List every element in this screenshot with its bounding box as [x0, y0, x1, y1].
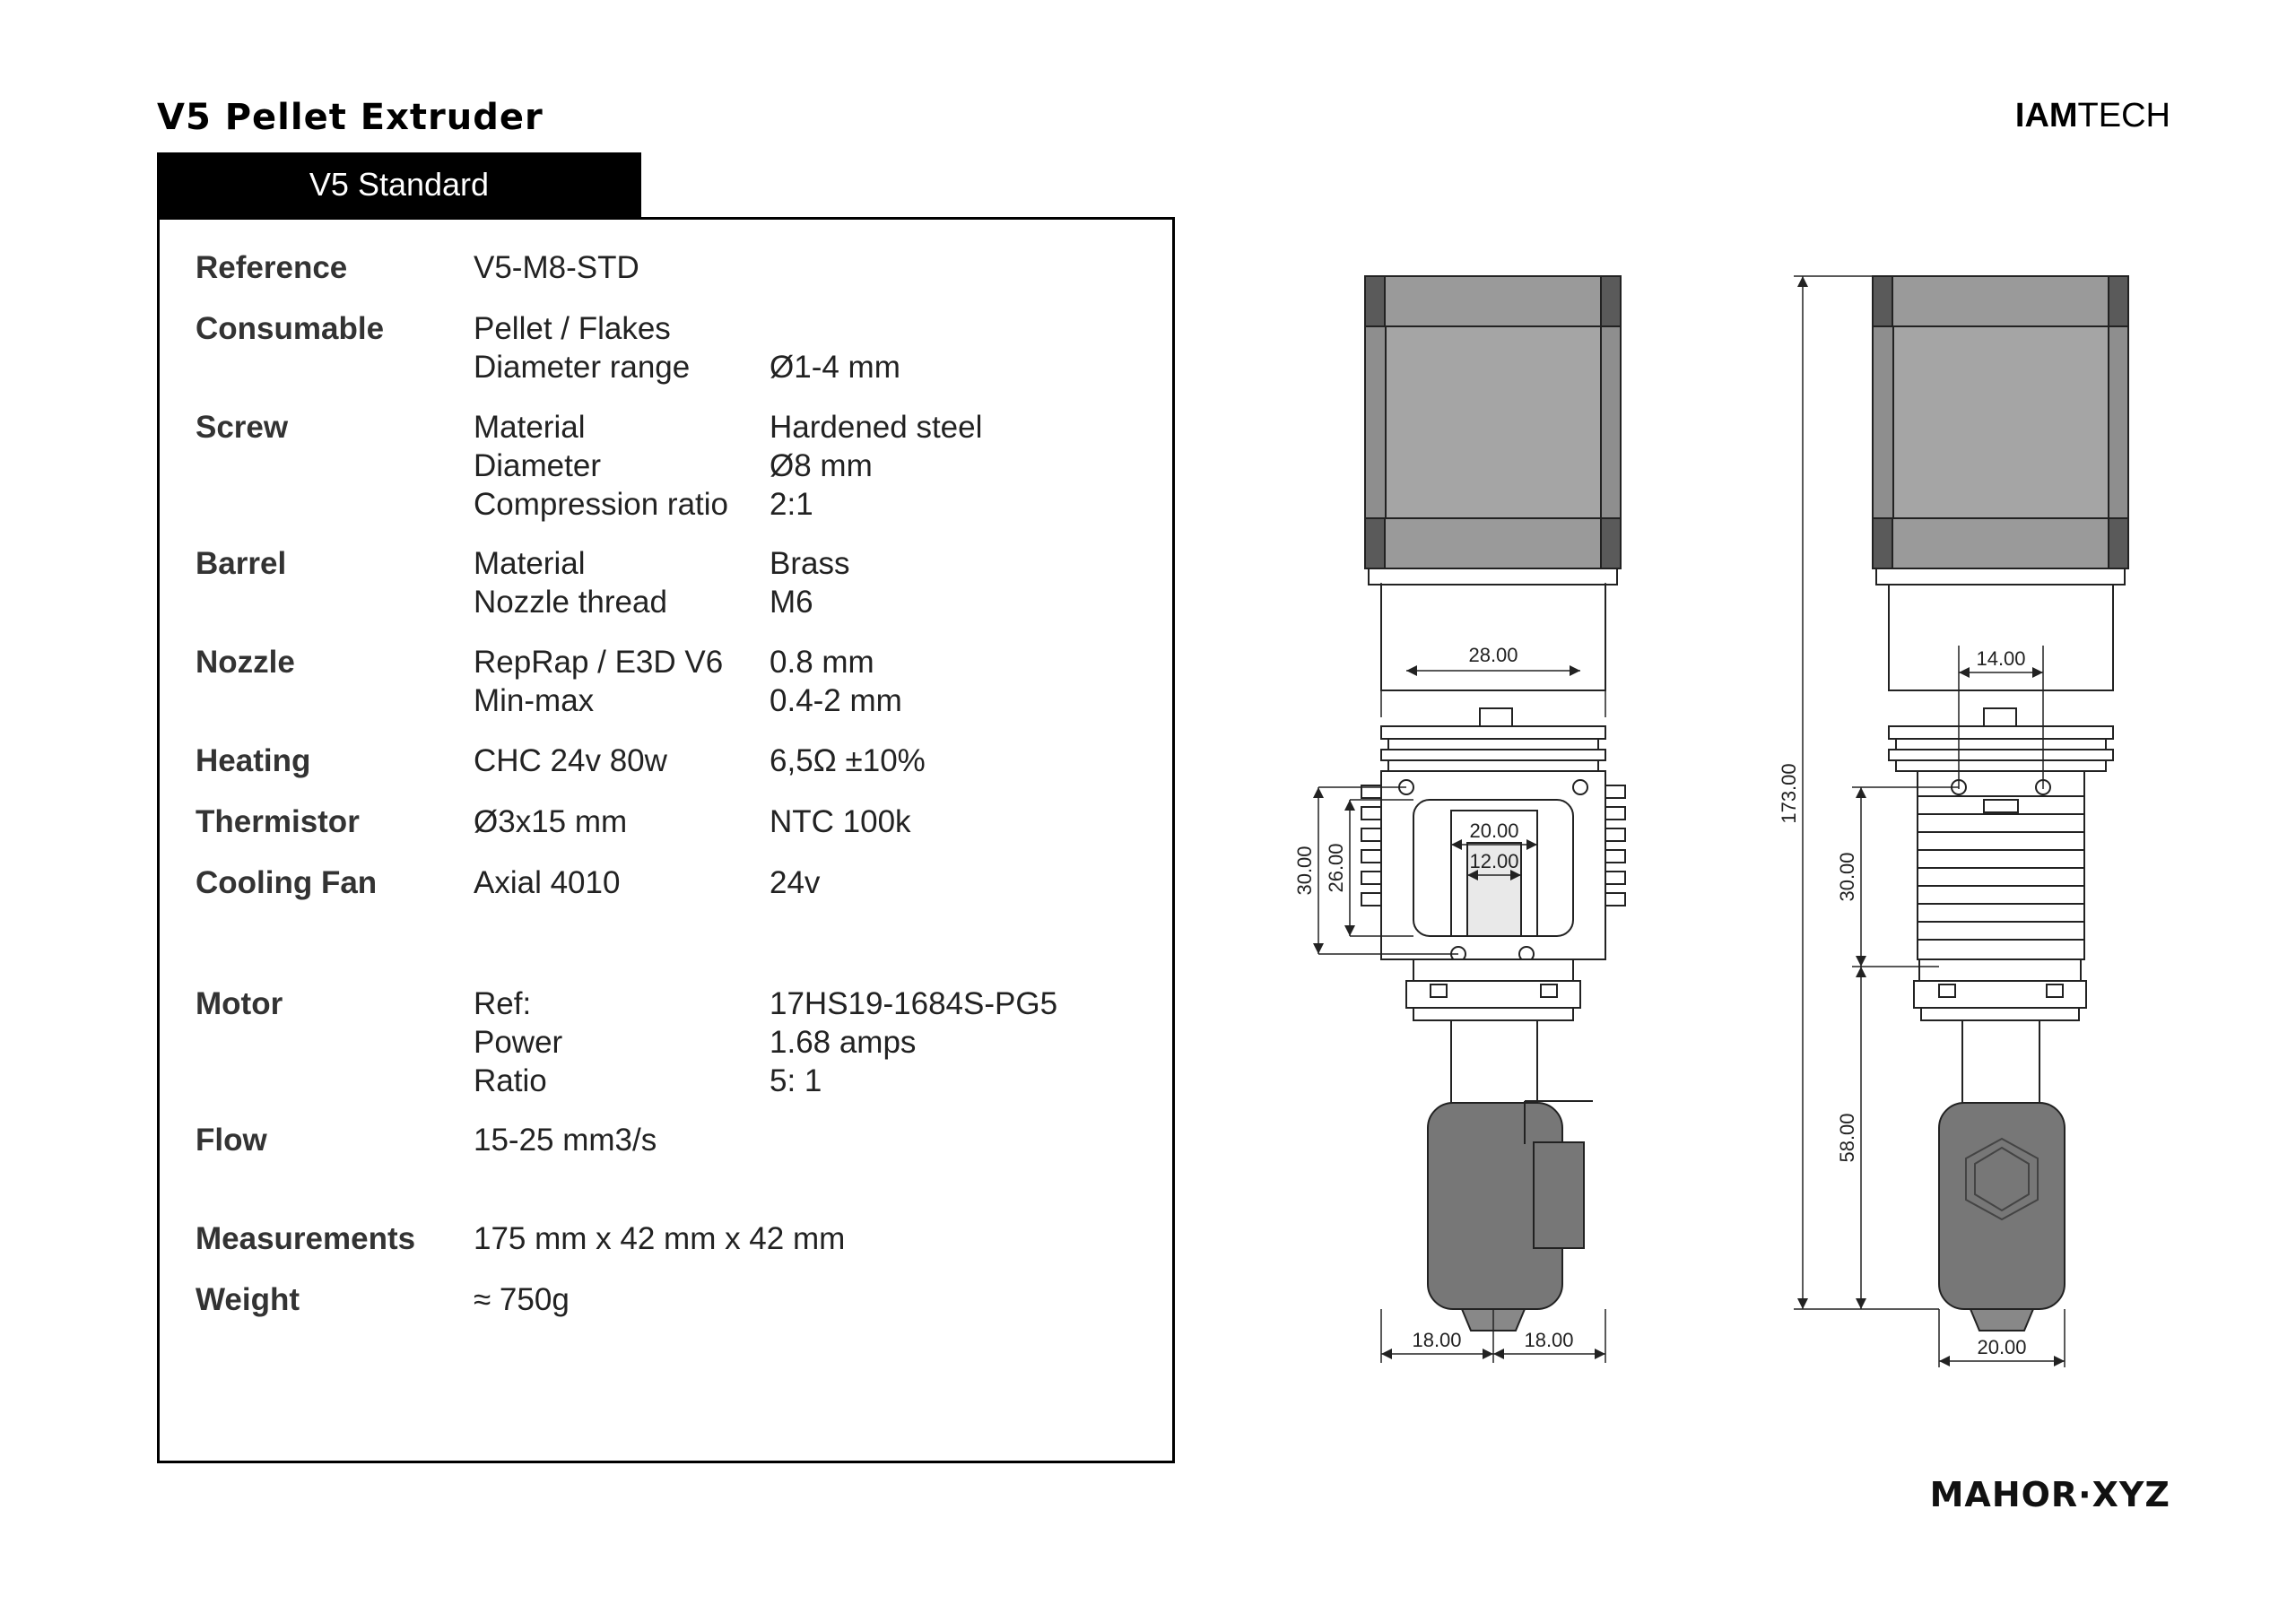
spec-key: Ratio: [474, 1063, 547, 1098]
dim-side-height-mid: 30.00: [1836, 852, 1858, 902]
spec-value: Ø1-4 mm: [770, 350, 900, 385]
dim-side-width-top: 14.00: [1976, 647, 2026, 670]
dim-width-top: 28.00: [1468, 644, 1518, 666]
spec-label: Reference: [196, 250, 348, 285]
side-heat-sink: [1918, 771, 2084, 974]
spec-key: RepRap / E3D V6: [474, 645, 724, 680]
spec-label: Cooling Fan: [196, 865, 378, 900]
side-heater-block: [1939, 1103, 2065, 1331]
spec-value: Ø8 mm: [770, 448, 873, 483]
spec-key: ≈ 750g: [474, 1282, 570, 1317]
dim-bottom-left: 18.00: [1412, 1329, 1462, 1351]
dim-height-outer: 30.00: [1293, 846, 1316, 896]
spec-value: Brass: [770, 546, 850, 581]
spec-label: Barrel: [196, 546, 287, 581]
front-view: [1361, 276, 1625, 1331]
technical-drawing: [1256, 251, 2197, 1381]
side-mount-block: [1914, 959, 2086, 1106]
spec-key: CHC 24v 80w: [474, 743, 667, 778]
dim-bottom-right: 18.00: [1524, 1329, 1574, 1351]
dim-inner-width-2: 12.00: [1469, 850, 1519, 872]
spec-value: 24v: [770, 865, 821, 900]
spec-value: 1.68 amps: [770, 1025, 917, 1060]
spec-label: Flow: [196, 1123, 267, 1158]
side-view: [1873, 276, 2128, 1331]
spec-key: Nozzle thread: [474, 585, 667, 620]
spec-value: 0.8 mm: [770, 645, 874, 680]
dim-total-height: 173.00: [1778, 763, 1800, 824]
spec-value: M6: [770, 585, 813, 620]
spec-key: Pellet / Flakes: [474, 311, 671, 346]
spec-key: Diameter range: [474, 350, 691, 385]
spec-label: Measurements: [196, 1221, 416, 1256]
spec-key: Min-max: [474, 683, 595, 718]
dim-side-bottom-width: 20.00: [1977, 1336, 2027, 1358]
brand-rest: TECH: [2077, 97, 2170, 134]
spec-label: Motor: [196, 986, 283, 1021]
spec-key: Material: [474, 410, 586, 445]
spec-value: NTC 100k: [770, 804, 911, 839]
spec-value: 2:1: [770, 487, 813, 522]
spec-key: 15-25 mm3/s: [474, 1123, 657, 1158]
mount-block: [1406, 959, 1580, 1106]
spec-value: 6,5Ω ±10%: [770, 743, 926, 778]
dim-inner-width: 20.00: [1469, 820, 1519, 842]
spec-label: Screw: [196, 410, 289, 445]
spec-key: V5-M8-STD: [474, 250, 639, 285]
stepper-motor: [1365, 276, 1621, 585]
spec-value: Hardened steel: [770, 410, 983, 445]
spec-value: 5: 1: [770, 1063, 822, 1098]
spec-key: 175 mm x 42 mm x 42 mm: [474, 1221, 846, 1256]
spec-value: 0.4-2 mm: [770, 683, 902, 718]
spec-label: Thermistor: [196, 804, 360, 839]
side-gearbox: [1889, 585, 2113, 771]
spec-key: Material: [474, 546, 586, 581]
spec-label: Consumable: [196, 311, 385, 346]
iamtech-logo: [2009, 97, 2170, 135]
gearbox: [1381, 585, 1605, 771]
tab-v5-standard[interactable]: V5 Standard: [157, 152, 641, 217]
spec-key: Ref:: [474, 986, 532, 1021]
spec-label: Nozzle: [196, 645, 295, 680]
document-title: V5 Pellet Extruder: [157, 97, 544, 138]
brand-bold: IAM: [2014, 97, 2078, 134]
heater-block: [1428, 1101, 1593, 1331]
spec-key: Compression ratio: [474, 487, 728, 522]
spec-table: [157, 217, 1175, 1463]
spec-key: Axial 4010: [474, 865, 621, 900]
side-stepper-motor: [1873, 276, 2128, 585]
spec-value: 17HS19-1684S-PG5: [770, 986, 1058, 1021]
spec-label: Weight: [196, 1282, 300, 1317]
dim-height-inner: 26.00: [1325, 843, 1347, 893]
dim-side-height-lower: 58.00: [1836, 1113, 1858, 1163]
spec-key: Diameter: [474, 448, 601, 483]
mahor-xyz-logo: MAHOR·XYZ: [1929, 1475, 2170, 1514]
spec-key: Ø3x15 mm: [474, 804, 628, 839]
spec-label: Heating: [196, 743, 311, 778]
spec-key: Power: [474, 1025, 563, 1060]
